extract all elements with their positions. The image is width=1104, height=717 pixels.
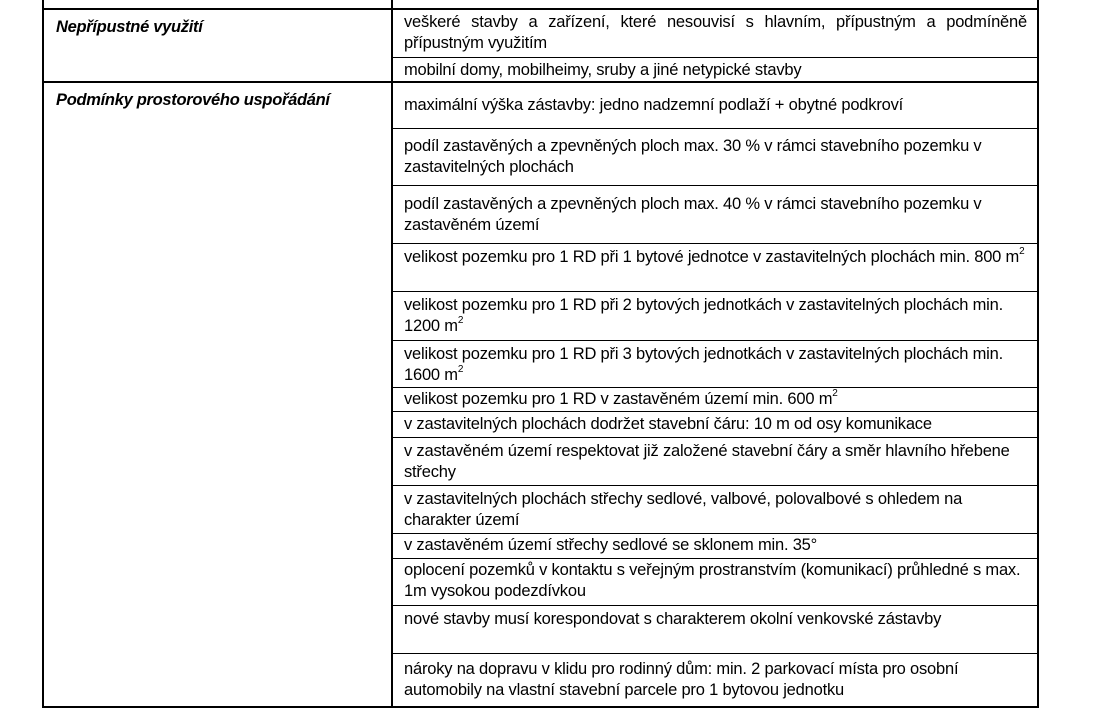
table-cell: velikost pozemku pro 1 RD v zastavěném území min. 600 $m^2$ (393, 387, 1037, 411)
section-label: Podmínky prostorového uspořádání (44, 83, 393, 706)
table-cell: mobilní domy, mobilheimy, sruby a jiné netypické stavby (393, 57, 1037, 81)
table-cell: velikost pozemku pro 1 RD při 1 bytové jednotce v zastavitelných plochách min. 800 $m^2$ (393, 243, 1037, 291)
table-cell: v zastavěném území střechy sedlové se sklonem min. 35° (393, 533, 1037, 558)
table-cell: velikost pozemku pro 1 RD při 2 bytových jednotkách v zastavitelných plochách min. 1200 $m^2$ (393, 291, 1037, 340)
table-cell: maximální výška zástavby: jedno nadzemní podlaží + obytné podkroví (404, 96, 904, 114)
table-cell: nároky na dopravu v klidu pro rodinný dům: min. 2 parkovací místa pro osobní automobily na vlastní stavební parcele pro 1 bytovou jednotku (393, 653, 1037, 706)
table-section-top (44, 0, 1037, 8)
table-cell: podíl zastavěných a zpevněných ploch max. 40 % v rámci stavebního pozemku v zastavěném území (393, 185, 1037, 243)
table-cell: v zastavěném území respektovat již založené stavební čáry a směr hlavního hřebene střechy (393, 437, 1037, 485)
table-cell: podíl zastavěných a zpevněných ploch max. 30 % v rámci stavebního pozemku v zastavitelných plochách (393, 128, 1037, 185)
table-cell: veškeré stavby a zařízení, které nesouvisí s hlavním, přípustným a podmíněně přípustným využitím (404, 13, 1027, 52)
section-label (44, 0, 393, 8)
table-cell: v zastavitelných plochách střechy sedlové, valbové, polovalbové s ohledem na charakter území (393, 485, 1037, 533)
table-section-podminky (44, 81, 1037, 706)
section-label: Nepřípustné využití (44, 10, 393, 81)
table-cell: v zastavitelných plochách dodržet stavební čáru: 10 m od osy komunikace (393, 411, 1037, 437)
table-cell: oplocení pozemků v kontaktu s veřejným prostranstvím (komunikací) průhledné s max. 1m vysokou podezdívkou (393, 558, 1037, 605)
table-cell: nové stavby musí korespondovat s charakterem okolní venkovské zástavby (393, 605, 1037, 653)
table-cell: velikost pozemku pro 1 RD při 3 bytových jednotkách v zastavitelných plochách min. 1600 $m^2$ (393, 340, 1037, 387)
regulation-table (42, 0, 1039, 708)
table-section-neprípustne (44, 8, 1037, 81)
table-cell (393, 0, 1037, 8)
